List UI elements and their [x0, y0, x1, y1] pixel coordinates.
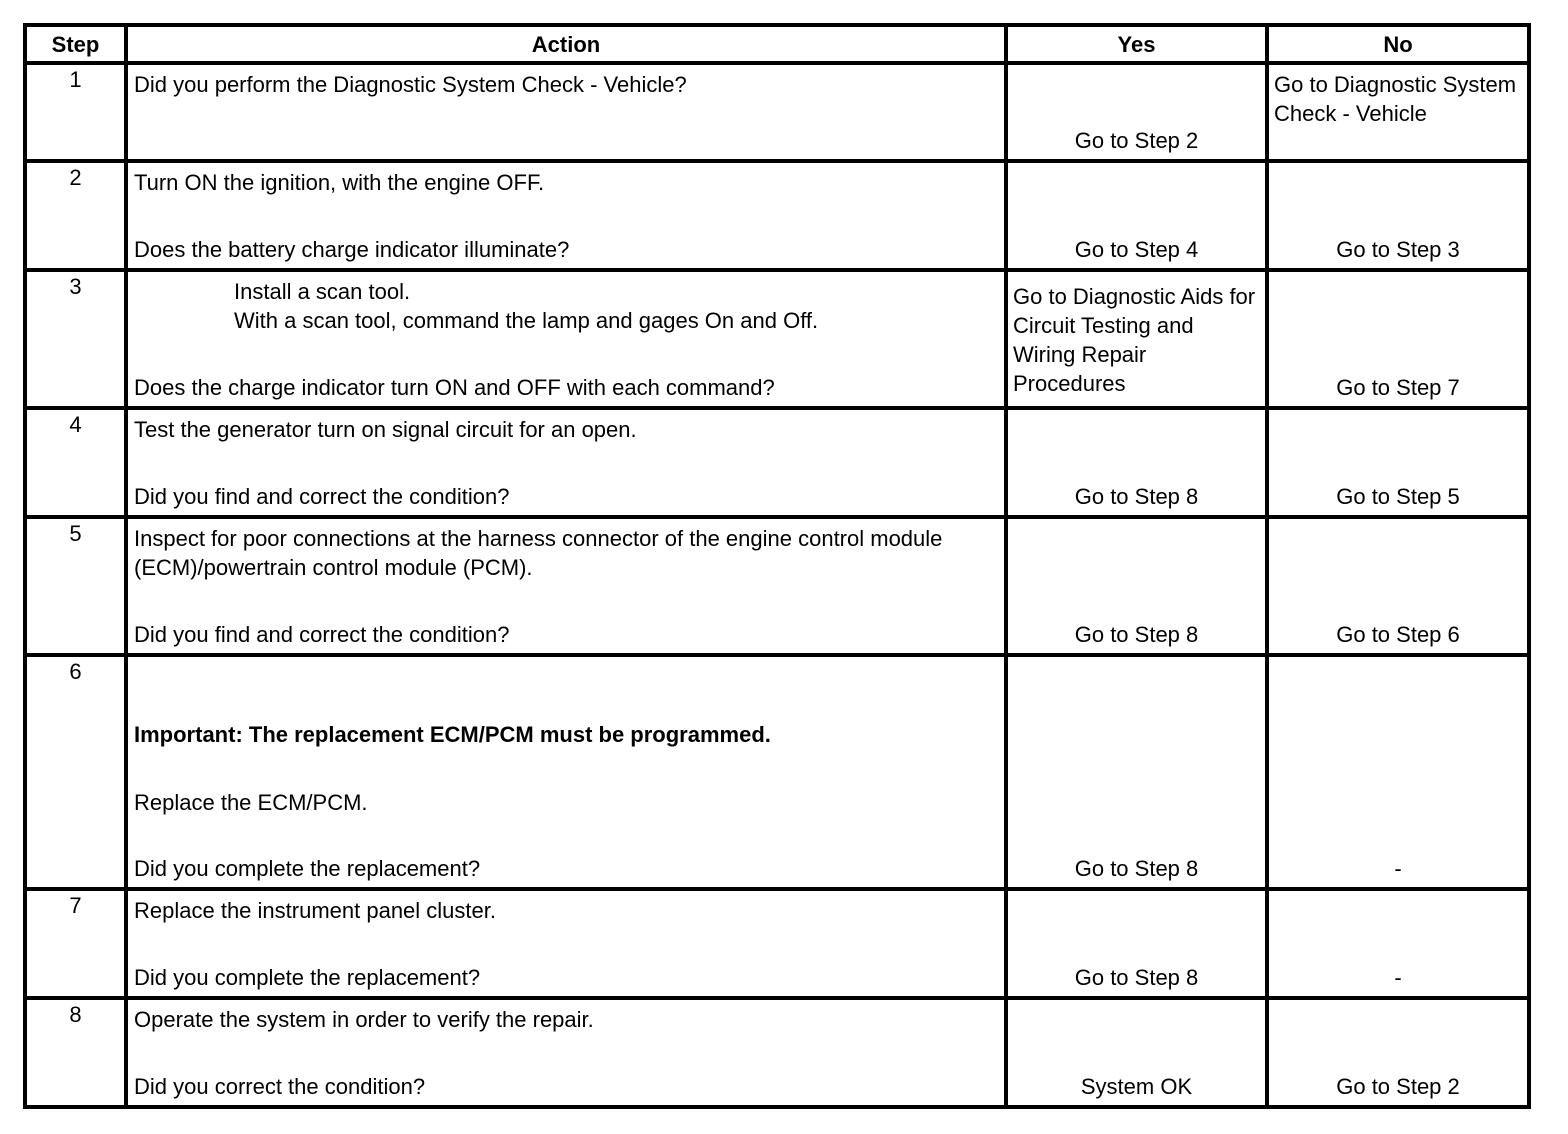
action-question: Did you complete the replacement?: [134, 965, 481, 990]
action-cell: [126, 63, 1006, 161]
yes-cell: [1006, 161, 1267, 270]
action-cell: [126, 161, 1006, 270]
table-row: [25, 517, 1529, 655]
step-number: 3: [25, 270, 126, 408]
yes-cell: [1006, 63, 1267, 161]
table-row: [25, 63, 1529, 161]
no-result: Go to Step 7: [1336, 375, 1460, 400]
yes-result: Go to Step 8: [1074, 622, 1199, 647]
action-text: Test the generator turn on signal circuit for an open.: [134, 417, 637, 442]
table-row: [25, 655, 1529, 889]
header-step: Step: [25, 25, 126, 63]
yes-result: Go to Step 2: [1074, 128, 1199, 153]
no-cell: [1267, 270, 1529, 408]
action-question: Does the battery charge indicator illuminate?: [134, 237, 570, 262]
action-cell: [126, 408, 1006, 517]
no-cell: [1267, 63, 1529, 161]
diagnostic-table: [23, 23, 1531, 1109]
yes-cell: [1006, 998, 1267, 1107]
action-question: Did you complete the replacement?: [134, 856, 481, 881]
yes-cell: [1006, 655, 1267, 889]
yes-result: Go to Diagnostic Aids for Circuit Testing and Wiring Repair Procedures: [1013, 284, 1256, 396]
action-cell: [126, 655, 1006, 889]
action-cell: [126, 889, 1006, 998]
action-question: Did you correct the condition?: [134, 1074, 426, 1099]
no-cell: [1267, 517, 1529, 655]
action-question: Did you find and correct the condition?: [134, 622, 510, 647]
no-result: -: [1394, 856, 1402, 881]
step-number: 7: [25, 889, 126, 998]
step-number: 6: [25, 655, 126, 889]
table-row: [25, 408, 1529, 517]
no-result: Go to Step 2: [1336, 1074, 1460, 1099]
action-substep: With a scan tool, command the lamp and gages On and Off.: [234, 308, 819, 333]
no-result: Go to Diagnostic System Check - Vehicle: [1274, 72, 1517, 126]
table-row: [25, 889, 1529, 998]
action-text: Replace the ECM/PCM.: [134, 790, 368, 815]
table-row: [25, 270, 1529, 408]
step-number: 5: [25, 517, 126, 655]
no-cell: [1267, 408, 1529, 517]
yes-result: Go to Step 8: [1074, 484, 1199, 509]
step-number: 2: [25, 161, 126, 270]
action-question: Did you find and correct the condition?: [134, 484, 510, 509]
no-cell: [1267, 889, 1529, 998]
no-cell: [1267, 998, 1529, 1107]
action-cell: [126, 998, 1006, 1107]
action-text: Turn ON the ignition, with the engine OFF.: [134, 170, 545, 195]
no-result: Go to Step 5: [1336, 484, 1460, 509]
action-text: Operate the system in order to verify the repair.: [134, 1007, 594, 1032]
no-cell: [1267, 161, 1529, 270]
header-yes: Yes: [1006, 25, 1267, 63]
table-row: [25, 161, 1529, 270]
step-number: 4: [25, 408, 126, 517]
action-text: Replace the instrument panel cluster.: [134, 898, 496, 923]
step-number: 8: [25, 998, 126, 1107]
yes-cell: [1006, 408, 1267, 517]
no-cell: [1267, 655, 1529, 889]
yes-cell: [1006, 270, 1267, 408]
step-number: 1: [25, 63, 126, 161]
important-note: Important: The replacement ECM/PCM must be programmed.: [134, 722, 771, 747]
no-result: Go to Step 3: [1336, 237, 1460, 262]
action-text: Inspect for poor connections at the harness connector of the engine control module (ECM)/powertrain control module (PCM).: [134, 526, 943, 580]
yes-result: Go to Step 4: [1074, 237, 1199, 262]
table-row: [25, 998, 1529, 1107]
yes-result: Go to Step 8: [1074, 965, 1199, 990]
action-question: Does the charge indicator turn ON and OFF with each command?: [134, 375, 775, 400]
action-cell: [126, 270, 1006, 408]
yes-result: System OK: [1080, 1074, 1193, 1099]
no-result: Go to Step 6: [1336, 622, 1460, 647]
header-row: [25, 25, 1529, 63]
action-cell: [126, 517, 1006, 655]
action-text: Did you perform the Diagnostic System Check - Vehicle?: [134, 72, 687, 97]
header-action: Action: [126, 25, 1006, 63]
header-no: No: [1267, 25, 1529, 63]
action-substep: Install a scan tool.: [234, 279, 411, 304]
yes-result: Go to Step 8: [1074, 856, 1199, 881]
yes-cell: [1006, 517, 1267, 655]
yes-cell: [1006, 889, 1267, 998]
no-result: -: [1394, 965, 1402, 990]
